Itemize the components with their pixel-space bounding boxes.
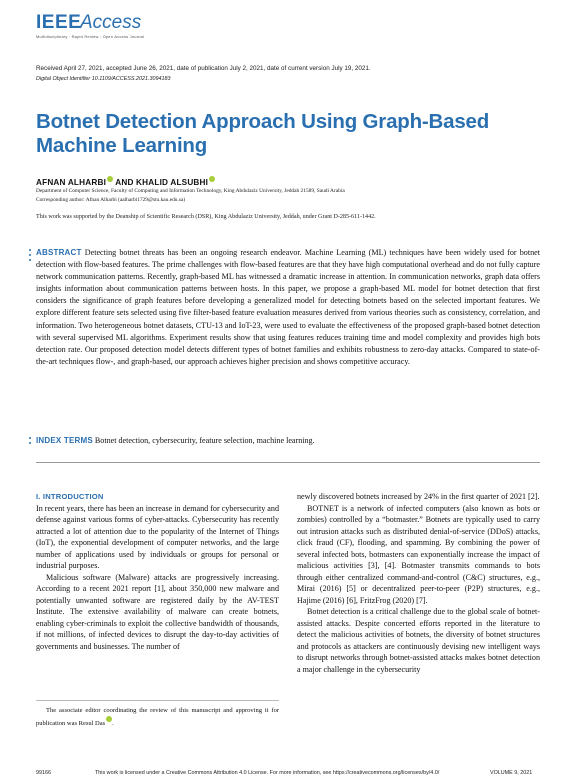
funding-note: This work was supported by the Deanship of Scientific Research (DSR), King Abdulaziz University, Jeddah, under Grant D-285-611-1442. [36,214,376,220]
doi: Digital Object Identifier 10.1109/ACCESS.2021.3094183 [36,76,171,82]
abstract-text: Detecting botnet threats has been an ongoing research endeavor. Machine Learning (ML) techniques have been widely used for botnet detection with flow-based features. The prime challenges with flow-based features are that they have high computational overhead and do not fully capture network communication patterns. Recently, graph-based ML has witnessed a dramatic increase in attention. In communication networks, graph data offers insights information about communication patterns between hosts. In this paper, we propose a graph-based ML model for botnet detection that first considers the significance of graph features before developing a generalized model for detecting botnets based on the selected important features. We explore different feature sets selected using five filter-based feature evaluation measures derived from various theories such as consistency, correlation, and information. Two heterogeneous botnet datasets, CTU-13 and IoT-23, were used to evaluate the effectiveness of the proposed graph-based botnet detection with several supervised ML algorithms. Experiment results show that using features reduces training time and model complexity and provides high bots detection rate. Our proposed detection model detects different types of botnet families and exhibits robustness to zero-day attacks. Compared to state-of-the-art techniques flow-, and graph-based, our approach achieves higher precision and shows competitive accuracy. [36,248,540,366]
paragraph: Botnet detection is a critical challenge due to the global scale of botnet-assisted attacks. Despite concerted efforts reported in the literature to detect the malicious activities of botnets, the diversity of botnet structures and protocols as attackers are continuously devising new intelligent ways to disrupt networks through botnet-assisted attacks makes botnet detection a major challenge in the cybersecurity [297,607,540,674]
orcid-icon[interactable] [107,176,113,182]
paragraph: Malicious software (Malware) attacks are progressively increasing. According to a recent 2021 report [1], about 350,000 new malware and potentially unwanted software are registered daily by the AV-TEST Institute. The extensive availability of malware can create botnets, enabling cyber-criminals to exploit the collective bandwidth of thousands, if not millions, of infected devices to disrupt the day-to-day activities of governments and businesses. The number of [36,572,279,651]
paragraph: newly discovered botnets increased by 24% in the first quarter of 2021 [2]. [297,492,540,501]
license-note[interactable]: This work is licensed under a Creative Commons Attribution 4.0 License. For more information, see https://creativecommons.org/licenses/by/4.0/ [95,770,440,776]
section-heading: I. INTRODUCTION [36,492,104,501]
intro-left-column [36,491,279,652]
intro-right-column [297,491,540,675]
footnote-rule [36,700,279,701]
access-logo: Access [80,12,142,33]
section-divider [36,462,540,463]
volume: VOLUME 9, 2021 [490,770,533,776]
orcid-icon[interactable] [209,176,215,182]
index-terms [36,436,315,445]
ieee-logo: IEEE [36,12,82,33]
publication-dates: Received April 27, 2021, accepted June 26, 2021, date of publication July 2, 2021, date of current version July 19, 2021. [36,65,371,72]
paragraph: BOTNET is a network of infected computers (also known as bots or zombies) controlled by a “botmaster.” Botnets are typically used to carry out intrusion attacks such as distributed denial-of-service (DDoS) attacks, click fraud (CF), flooding, and spamming. By combining the power of several infected bots, botmasters can exponentially increase the impact of malicious activities [3], [4]. Botmaster transmits commands to bots through either centralized command-and-control (C&C) structures, e.g., Mirai (2016) [5] or decentralized peer-to-peer (P2P) structures, e.g., Hajime (2016) [6], FritzFrog (2020) [7]. [297,503,540,605]
affiliation: Department of Computer Science, Faculty of Computing and Information Technology, King Abdulaziz University, Jeddah 21589, Saudi Arabia [36,188,345,194]
paragraph: In recent years, there has been an increase in demand for cybersecurity and defense against various forms of cyber-attacks. Cybersecurity has recently attracted a lot of attention due to the popularity of the Internet of Things (IoT), the exponential development of computer networks, and the large number of applications used by individuals or groups for personal or industrial purposes. [36,503,279,570]
corresponding-author: Corresponding author: Afnan Alharbi (aalharbi1729@stu.kau.edu.sa) [36,197,186,203]
footnote-text: The associate editor coordinating the review of this manuscript and approving it for publication was Resul Das [36,707,279,727]
index-dot-bar [29,437,32,447]
abstract-dot-bar [29,249,32,264]
author-line [36,176,215,187]
abstract [36,247,540,368]
abstract-label: ABSTRACT [36,248,82,257]
index-terms-text: Botnet detection, cybersecurity, feature selection, machine learning. [94,436,315,445]
paper-title: Botnet Detection Approach Using Graph-Based Machine Learning [36,110,490,157]
logo-tagline: Multidisciplinary : Rapid Review : Open Access Journal [36,34,145,39]
author-1: AFNAN ALHARBI [36,178,107,187]
index-terms-label: INDEX TERMS [36,436,93,445]
author-2: AND KHALID ALSUBHI [115,178,209,187]
page-number: 99166 [36,770,51,776]
orcid-icon[interactable] [106,716,112,722]
editor-footnote: The associate editor coordinating the review of this manuscript and approving it for publication was Resul Das . [36,707,279,727]
